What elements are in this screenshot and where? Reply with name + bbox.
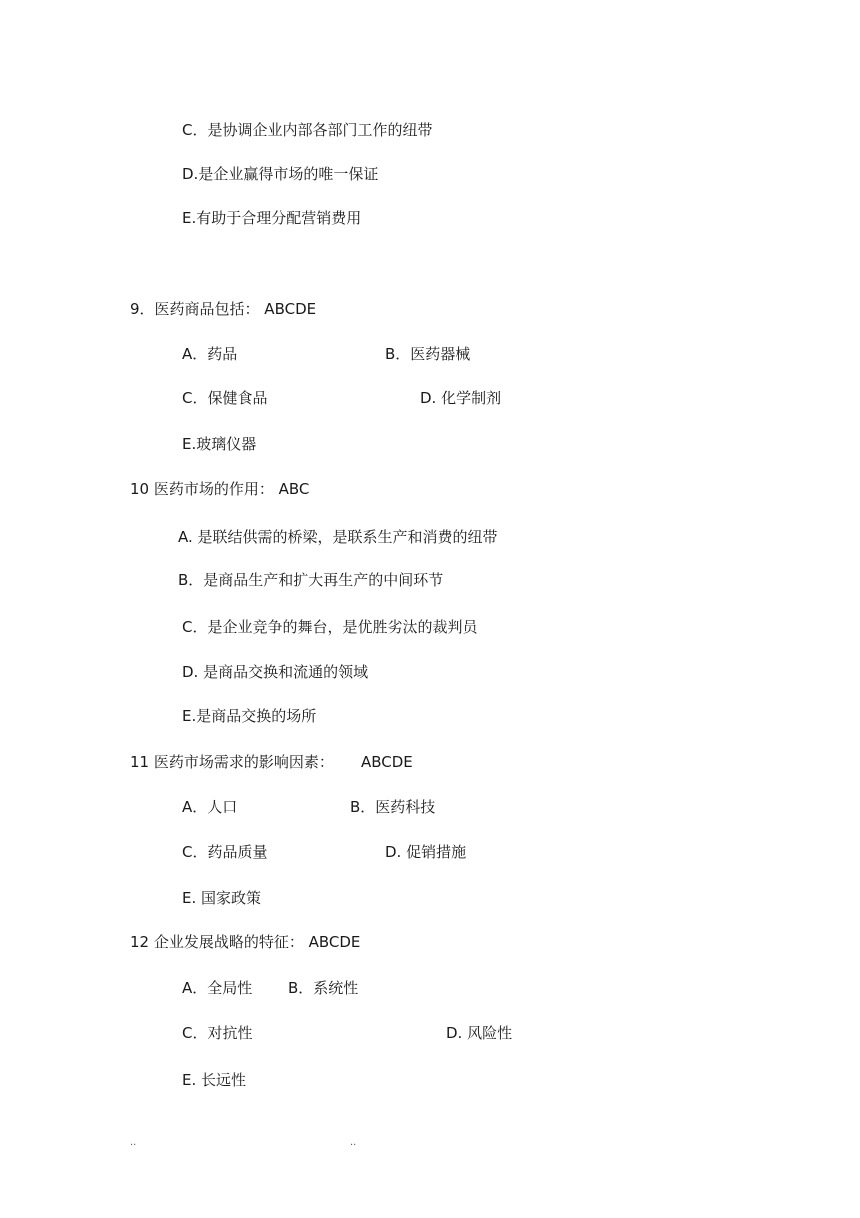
q11-option-d: D. 促销措施 <box>385 843 467 861</box>
q9-stem: 9．医药商品包括： ABCDE <box>130 300 317 318</box>
q10-stem: 10 医药市场的作用： ABC <box>130 480 310 498</box>
q10-option-c: C．是企业竞争的舞台，是优胜劣汰的裁判员 <box>182 618 478 636</box>
q11-stem: 11 医药市场需求的影响因素： <box>130 753 334 771</box>
q8-option-d: D.是企业赢得市场的唯一保证 <box>182 165 379 183</box>
q11-option-c: C．药品质量 <box>182 843 268 861</box>
q11-option-b: B．医药科技 <box>350 798 436 816</box>
q9-option-b: B．医药器械 <box>385 345 471 363</box>
q12-option-c: C．对抗性 <box>182 1024 253 1042</box>
q8-option-e: E.有助于合理分配营销费用 <box>182 209 362 227</box>
q11-option-a: A．人口 <box>182 798 238 816</box>
footer-mark-right: .. <box>350 1137 357 1148</box>
q9-option-d: D. 化学制剂 <box>420 389 502 407</box>
q11-option-e: E. 国家政策 <box>182 889 262 907</box>
q10-option-e: E.是商品交换的场所 <box>182 707 317 725</box>
q12-stem: 12 企业发展战略的特征： ABCDE <box>130 933 361 951</box>
q9-option-a: A．药品 <box>182 345 238 363</box>
q8-option-c: C．是协调企业内部各部门工作的纽带 <box>182 121 433 139</box>
q10-option-b: B．是商品生产和扩大再生产的中间环节 <box>178 571 444 589</box>
q12-option-e: E. 长远性 <box>182 1071 247 1089</box>
footer-mark-left: .. <box>130 1137 137 1148</box>
q10-option-d: D. 是商品交换和流通的领域 <box>182 663 369 681</box>
q11-answer: ABCDE <box>361 753 413 771</box>
q9-option-e: E.玻璃仪器 <box>182 435 257 453</box>
q9-option-c: C．保健食品 <box>182 389 268 407</box>
q12-option-d: D. 风险性 <box>446 1024 513 1042</box>
q12-option-b: B．系统性 <box>288 979 359 997</box>
q10-option-a: A. 是联结供需的桥梁，是联系生产和消费的纽带 <box>178 528 498 546</box>
q12-option-a: A．全局性 <box>182 979 253 997</box>
